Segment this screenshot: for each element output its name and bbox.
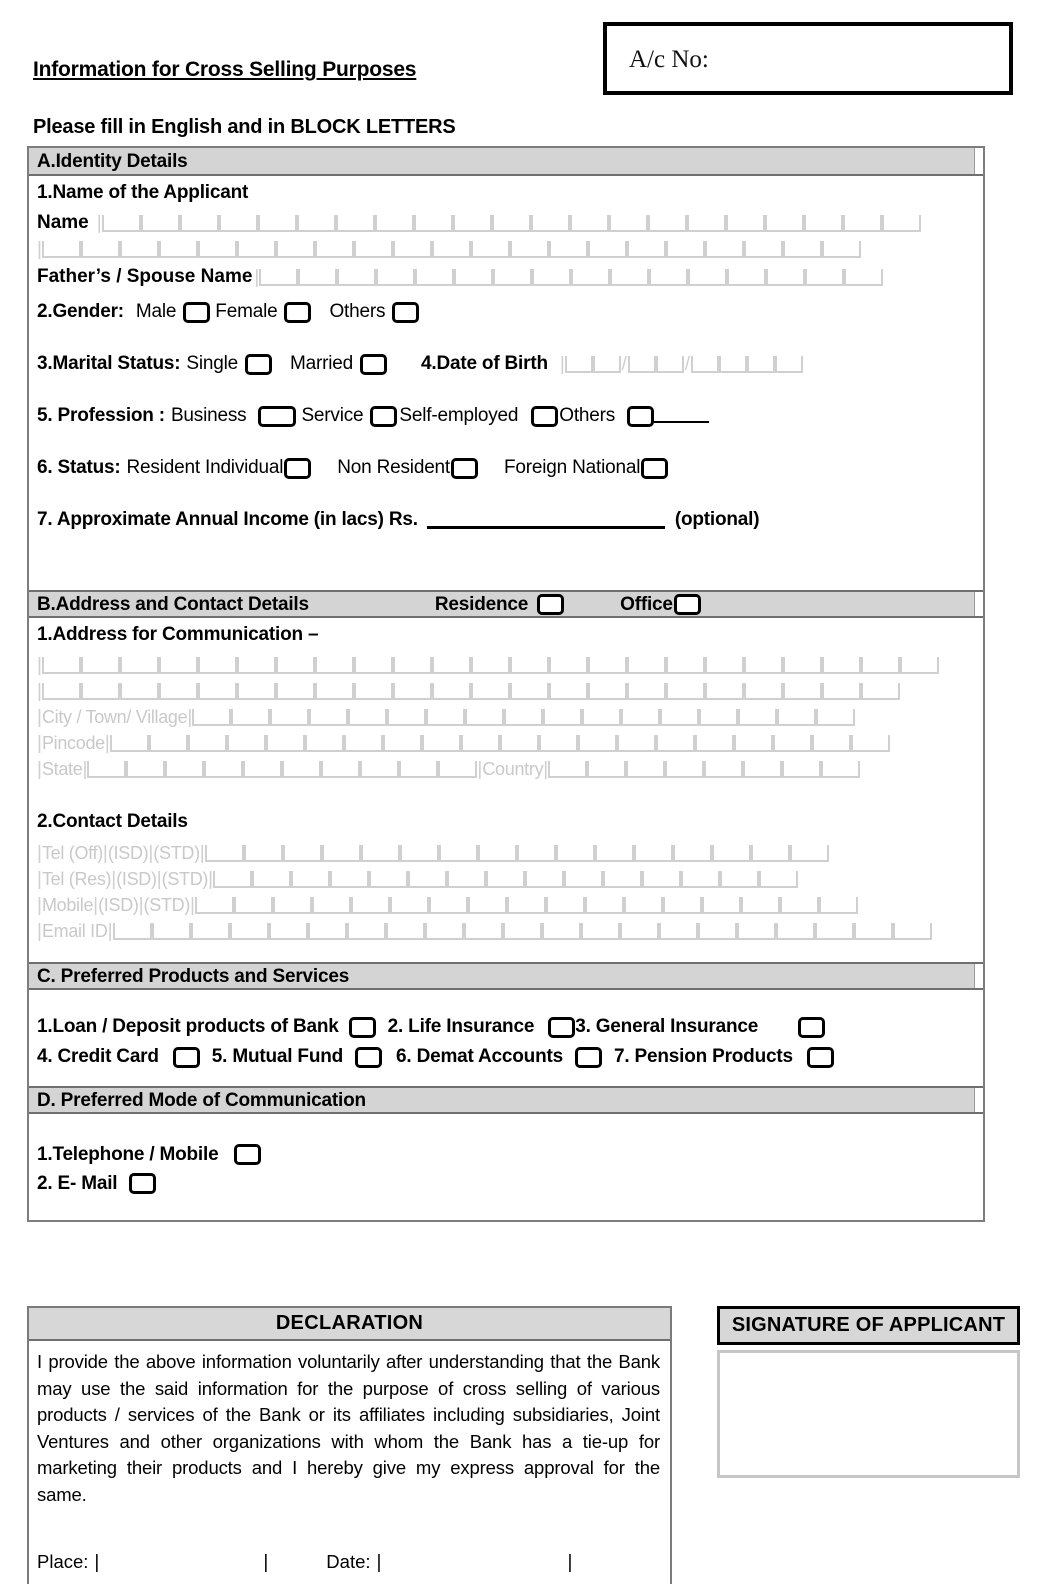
state-label: State <box>41 759 83 779</box>
country-input-comb[interactable] <box>548 761 860 778</box>
address-type-residence-checkbox[interactable] <box>537 594 564 615</box>
date-field-end-mark: | <box>567 1552 573 1573</box>
section-header-tail <box>974 148 983 174</box>
name-input-comb-2[interactable] <box>42 241 861 258</box>
applicant-name-question-label: 1.Name of the Applicant <box>37 182 249 203</box>
product-mutual-fund-checkbox[interactable] <box>355 1047 382 1068</box>
address-line-1-row[interactable]: | <box>29 648 983 674</box>
product-loan-deposit-label: 1.Loan / Deposit products of Bank <box>37 1016 339 1037</box>
tel-office-isd-label: (ISD) <box>107 843 149 863</box>
section-d-body <box>29 1114 983 1220</box>
section-header-address <box>29 590 983 618</box>
contact-details-label: 2.Contact Details <box>37 811 188 832</box>
annual-income-optional-note: (optional) <box>674 509 760 530</box>
status-option-resident-label: Resident Individual <box>126 457 284 478</box>
tel-residence-label: Tel (Res) <box>41 869 112 889</box>
product-demat-checkbox[interactable] <box>575 1047 602 1068</box>
gender-option-female-label: Female <box>215 301 278 322</box>
applicant-name-question <box>29 180 983 206</box>
mobile-input-comb[interactable] <box>195 897 858 914</box>
section-header-communication <box>29 1086 983 1114</box>
mobile-std-label: (STD) <box>143 895 191 915</box>
section-a-body <box>29 176 983 590</box>
comm-mode-row-1 <box>29 1140 983 1169</box>
section-c-body <box>29 990 983 1086</box>
marital-option-single-label: Single <box>186 353 238 374</box>
tel-residence-input-comb[interactable] <box>213 871 798 888</box>
address-type-office-label: Office <box>620 593 673 615</box>
section-header-tail-c <box>974 964 983 988</box>
date-field-start-mark: | <box>376 1552 382 1573</box>
section-c-title: C. Preferred Products and Services <box>37 965 350 987</box>
place-label: Place: <box>37 1551 89 1572</box>
section-b-title: B.Address and Contact Details <box>37 593 309 615</box>
address-type-office-checkbox[interactable] <box>674 594 701 615</box>
declaration-area <box>27 1300 1025 1584</box>
signature-pad[interactable] <box>717 1350 1020 1478</box>
status-non-resident-checkbox[interactable] <box>451 458 478 479</box>
section-header-tail-d <box>974 1088 983 1112</box>
father-spouse-name-label: Father’s / Spouse Name <box>37 266 253 287</box>
address-question <box>29 621 983 648</box>
profession-option-business-label: Business <box>170 405 247 426</box>
pincode-row[interactable]: | Pincode | <box>29 726 983 752</box>
date-label: Date: <box>326 1551 371 1572</box>
declaration-text: I provide the above information voluntarily after understanding that the Bank may use the said information for the purpose of cross selling of various products / services of the Bank or its affiliates including subsidiaries, Joint Ventures and other organizations with whom the Bank has a tie-up for marketing their products and I hereby give my express approval for the same. <box>37 1351 660 1505</box>
section-a-title: A.Identity Details <box>37 150 188 172</box>
address-line-2-comb[interactable] <box>42 683 900 700</box>
section-d-title: D. Preferred Mode of Communication <box>37 1089 366 1111</box>
declaration-box <box>27 1306 672 1584</box>
dob-input-comb[interactable]: | / / <box>548 356 803 373</box>
section-header-products <box>29 962 983 990</box>
gender-label: 2.Gender: <box>37 301 124 322</box>
section-b-body <box>29 618 983 962</box>
status-option-foreign-label: Foreign National <box>504 457 641 478</box>
product-loan-deposit-checkbox[interactable] <box>349 1017 376 1038</box>
status-row <box>29 442 983 494</box>
contact-details-question <box>29 808 983 836</box>
product-life-insurance-label: 2. Life Insurance <box>387 1016 535 1037</box>
gender-female-checkbox[interactable] <box>284 302 311 323</box>
signature-heading: SIGNATURE OF APPLICANT <box>717 1306 1020 1345</box>
products-row-2 <box>29 1042 983 1072</box>
comm-email-checkbox[interactable] <box>129 1173 156 1194</box>
signature-area <box>717 1306 1020 1478</box>
profession-label: 5. Profession : <box>37 405 165 426</box>
comm-email-label: 2. E- Mail <box>37 1172 118 1194</box>
annual-income-label: 7. Approximate Annual Income (in lacs) Rs. <box>37 509 418 530</box>
tel-office-row[interactable]: | Tel (Off) | (ISD) | (STD) | <box>29 836 983 862</box>
mobile-row[interactable]: | Mobile | (ISD) | (STD) | <box>29 888 983 914</box>
name-field-row-2[interactable]: | <box>29 232 983 258</box>
comm-mode-row-2 <box>29 1169 983 1198</box>
profession-self-employed-checkbox[interactable] <box>531 406 558 427</box>
gender-male-checkbox[interactable] <box>183 302 210 323</box>
profession-option-others-label: Others <box>559 405 616 426</box>
father-spouse-name-comb[interactable] <box>259 269 883 286</box>
marital-option-married-label: Married <box>289 353 353 374</box>
marital-status-label: 3.Marital Status: <box>37 353 181 374</box>
email-row[interactable]: | Email ID | <box>29 914 983 940</box>
address-line-1-comb[interactable] <box>42 657 939 674</box>
product-general-insurance-label: 3. General Insurance <box>575 1016 759 1037</box>
pincode-label: Pincode <box>41 733 105 753</box>
account-number-label: A/c No: <box>629 46 709 73</box>
dob-label: 4.Date of Birth <box>421 353 548 374</box>
product-pension-label: 7. Pension Products <box>614 1046 793 1067</box>
product-credit-card-label: 4. Credit Card <box>37 1046 159 1067</box>
marital-single-checkbox[interactable] <box>245 354 272 375</box>
address-line-2-row[interactable]: | <box>29 674 983 700</box>
city-input-comb[interactable] <box>192 709 855 726</box>
gender-option-others-label: Others <box>329 301 386 322</box>
name-label: Name <box>37 212 89 233</box>
city-row[interactable]: | City / Town/ Village | <box>29 700 983 726</box>
marital-married-checkbox[interactable] <box>360 354 387 375</box>
state-input-comb[interactable] <box>87 761 477 778</box>
comm-telephone-checkbox[interactable] <box>234 1144 261 1165</box>
place-field-end-mark: | <box>263 1552 269 1573</box>
products-row-1 <box>29 1012 983 1042</box>
profession-row <box>29 390 983 442</box>
page-title: Information for Cross Selling Purposes <box>33 58 417 81</box>
profession-option-self-employed-label: Self-employed <box>399 405 519 426</box>
status-foreign-national-checkbox[interactable] <box>641 458 668 479</box>
profession-option-service-label: Service <box>301 405 364 426</box>
email-label: Email ID <box>41 921 108 941</box>
status-label: 6. Status: <box>37 457 121 478</box>
section-header-identity <box>29 148 983 176</box>
product-pension-checkbox[interactable] <box>807 1047 834 1068</box>
father-spouse-name-row[interactable]: Father’s / Spouse Name | <box>29 260 983 286</box>
name-field-row-1[interactable]: Name | <box>29 206 983 232</box>
gender-row <box>29 286 983 338</box>
declaration-heading: DECLARATION <box>29 1308 670 1341</box>
declaration-footer <box>37 1551 657 1574</box>
fill-instruction: Please fill in English and in BLOCK LETTERS <box>33 116 456 138</box>
section-header-tail-b <box>974 592 983 616</box>
account-number-box[interactable] <box>603 22 1013 95</box>
name-input-comb-1[interactable] <box>102 215 921 232</box>
profession-others-text-input[interactable] <box>654 409 709 423</box>
profession-others-checkbox[interactable] <box>627 406 654 427</box>
product-general-insurance-checkbox[interactable] <box>798 1017 825 1038</box>
email-input-comb[interactable] <box>113 923 932 940</box>
status-option-non-resident-label: Non Resident <box>337 457 451 478</box>
profession-business-checkbox[interactable] <box>258 406 296 427</box>
country-label: Country <box>482 759 544 779</box>
product-demat-label: 6. Demat Accounts <box>396 1046 563 1067</box>
address-type-residence-label: Residence <box>434 593 529 615</box>
city-label: City / Town/ Village <box>41 707 188 727</box>
tel-office-input-comb[interactable] <box>205 845 829 862</box>
status-resident-checkbox[interactable] <box>284 458 311 479</box>
tel-office-std-label: (STD) <box>153 843 200 863</box>
gender-others-checkbox[interactable] <box>392 302 419 323</box>
tel-office-label: Tel (Off) <box>41 843 103 863</box>
profession-service-checkbox[interactable] <box>370 406 397 427</box>
product-credit-card-checkbox[interactable] <box>173 1047 200 1068</box>
annual-income-input[interactable] <box>427 512 665 529</box>
mobile-isd-label: (ISD) <box>98 895 139 915</box>
form-body <box>27 146 985 1222</box>
place-field-start-mark: | <box>94 1552 100 1573</box>
comm-telephone-label: 1.Telephone / Mobile <box>37 1143 219 1165</box>
state-country-row[interactable]: | State | | Country | <box>29 752 983 778</box>
marital-dob-row <box>29 338 983 390</box>
pincode-input-comb[interactable] <box>110 735 890 752</box>
tel-residence-std-label: (STD) <box>161 869 209 889</box>
gender-option-male-label: Male <box>135 301 177 322</box>
annual-income-row <box>29 494 983 546</box>
product-life-insurance-checkbox[interactable] <box>548 1017 575 1038</box>
tel-residence-row[interactable]: | Tel (Res) | (ISD) | (STD) | <box>29 862 983 888</box>
mobile-label: Mobile <box>41 895 94 915</box>
page-header <box>0 0 1052 112</box>
tel-residence-isd-label: (ISD) <box>116 869 157 889</box>
address-question-label: 1.Address for Communication – <box>37 623 319 645</box>
product-mutual-fund-label: 5. Mutual Fund <box>211 1046 344 1067</box>
